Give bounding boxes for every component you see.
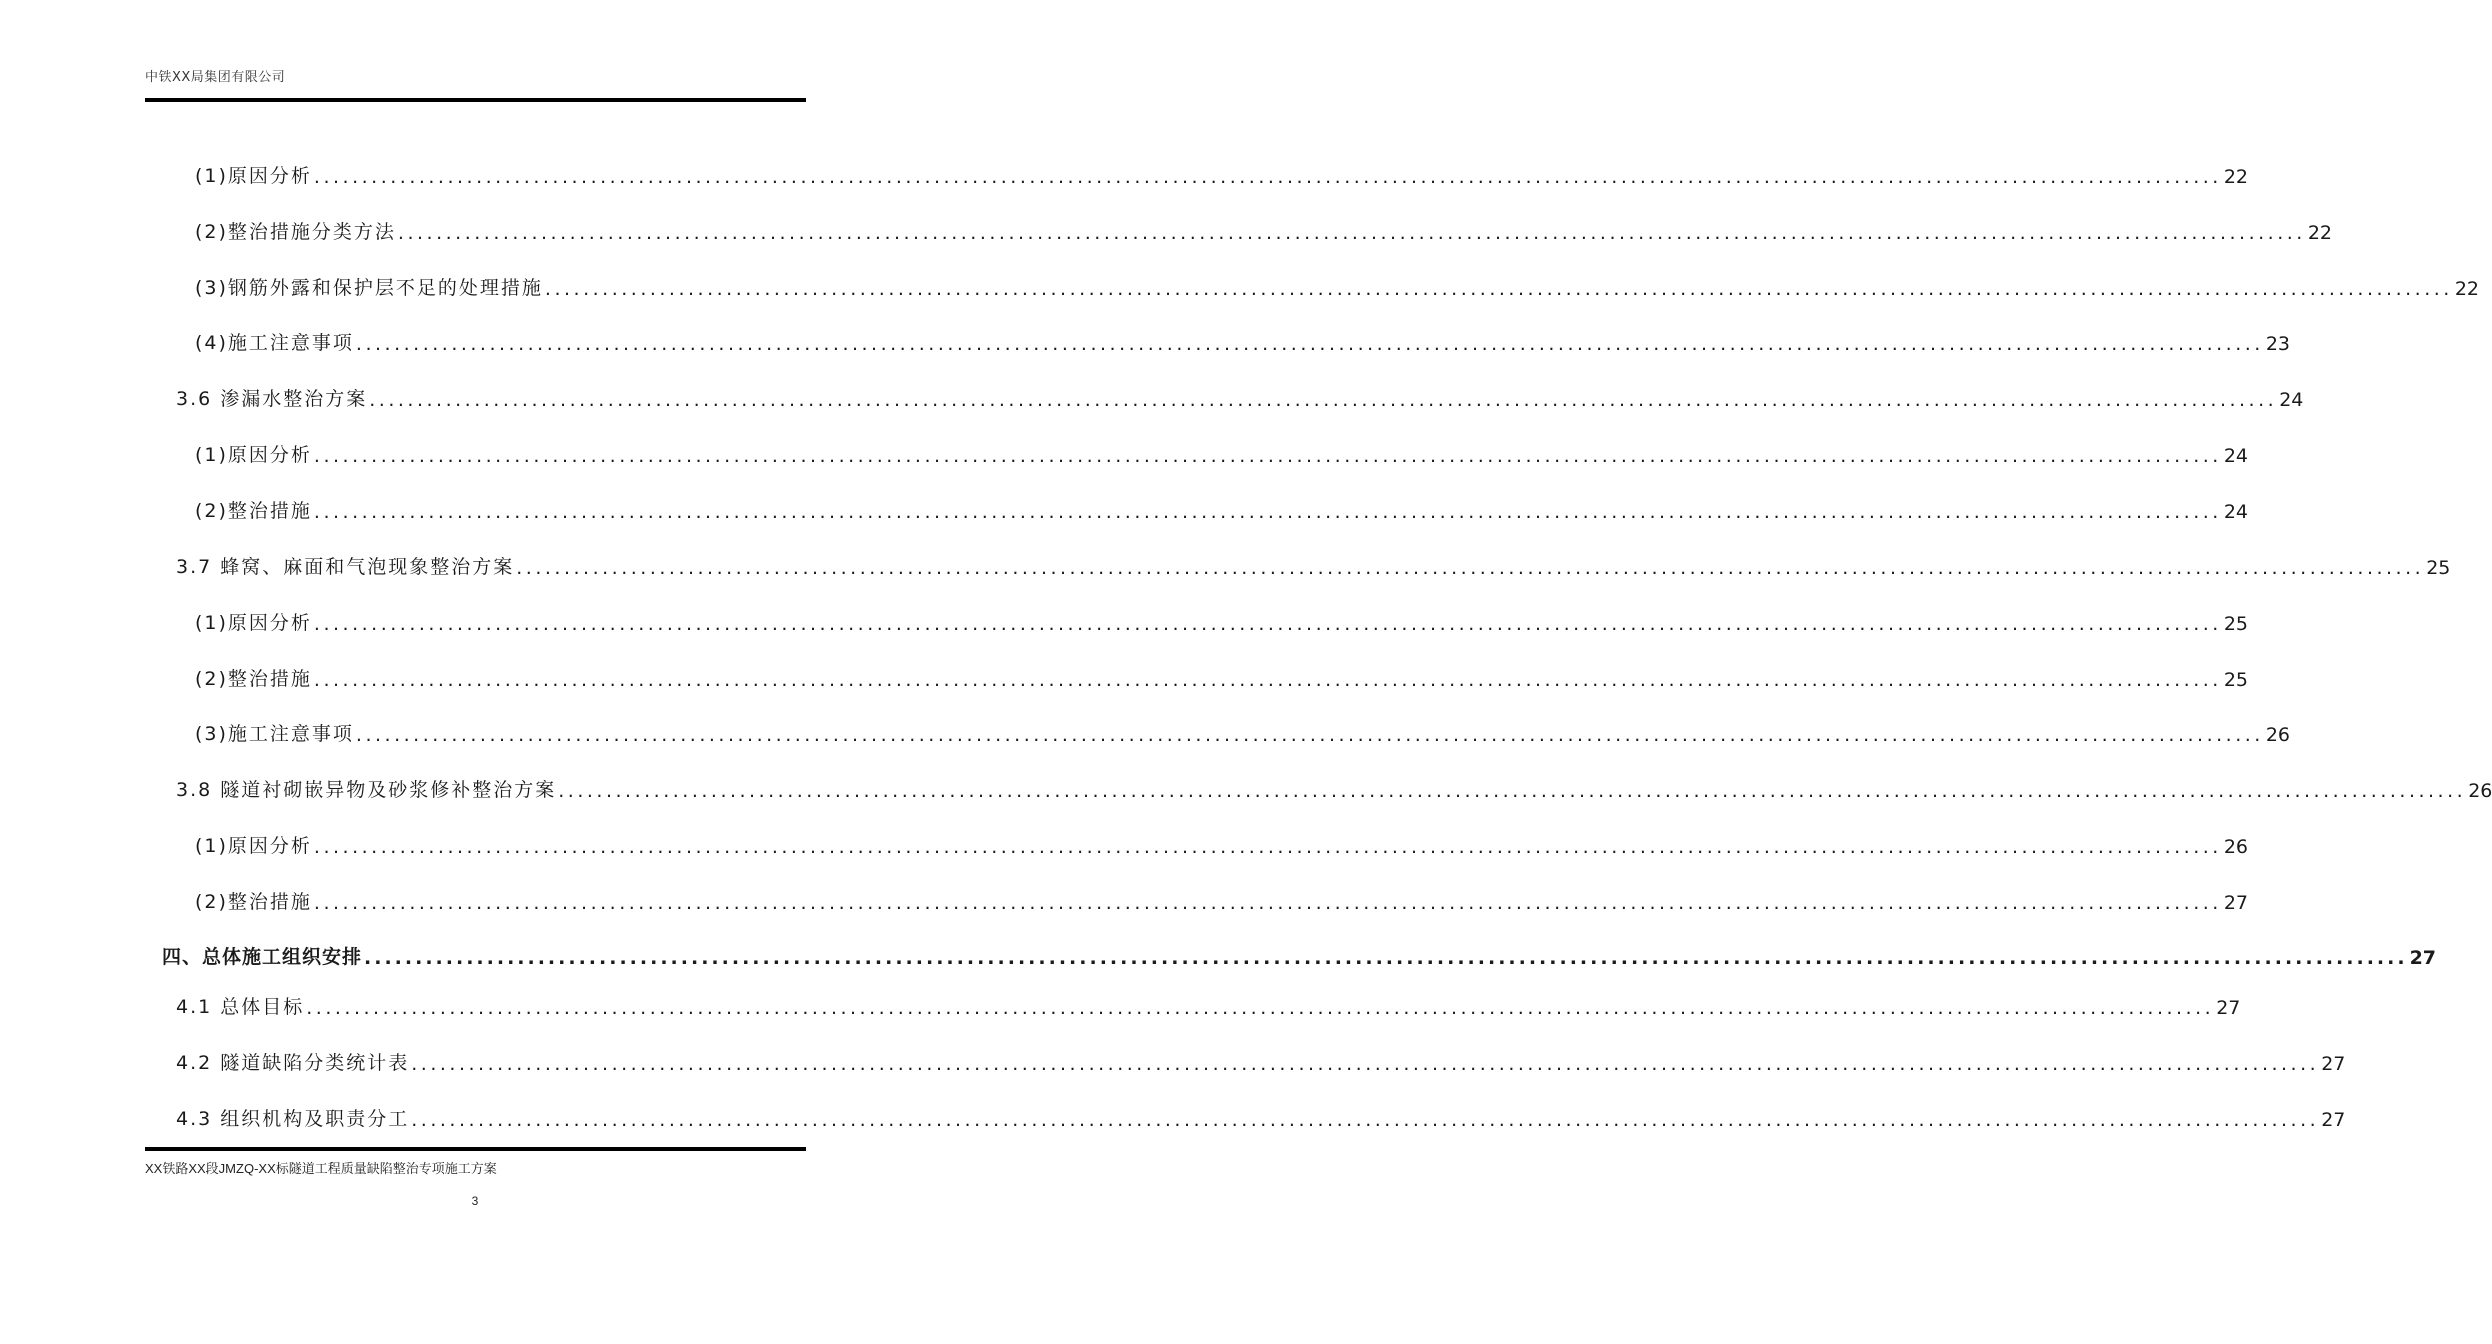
toc-entry-page: 26 (2265, 724, 2291, 746)
toc-entry-page: 24 (2223, 501, 2249, 523)
toc-entry-page: 25 (2223, 613, 2249, 635)
toc-entry-page: 22 (2454, 278, 2480, 300)
toc-entry-page: 27 (2321, 1053, 2346, 1075)
toc-entry[interactable] (195, 603, 2249, 635)
toc-entry-label: (3)施工注意事项 (195, 723, 354, 745)
toc-entry-label: (1)原因分析 (195, 444, 312, 466)
toc-entry[interactable] (195, 156, 2249, 188)
toc-entry-page: 27 (2223, 892, 2249, 914)
toc-entry[interactable] (176, 1099, 2346, 1131)
footer-rule (145, 1147, 806, 1151)
toc-entry-page: 22 (2223, 166, 2249, 188)
page-number: 3 (471, 1194, 479, 1208)
toc-entry-page: 26 (2468, 780, 2492, 802)
toc-dot-leader: ........................................................................................................................................................................................................ (355, 333, 2264, 355)
toc-entry-label: (4)施工注意事项 (195, 332, 354, 354)
toc-dot-leader: ........................................................................................................................................................................................................ (364, 947, 2408, 969)
toc-entry[interactable] (195, 212, 2333, 244)
toc-dot-leader: ........................................................................................................................................................................................................ (313, 501, 2222, 523)
toc-entry-label: 四、总体施工组织安排 (162, 946, 363, 968)
toc-entry[interactable] (176, 547, 2451, 579)
toc-entry-label: 4.2 隧道缺陷分类统计表 (176, 1052, 410, 1074)
toc-entry-page: 27 (2216, 997, 2241, 1019)
toc-dot-leader: ........................................................................................................................................................................................................ (516, 557, 2425, 579)
header-company: 中铁XX局集团有限公司 (145, 70, 286, 85)
toc-entry-label: (1)原因分析 (195, 165, 312, 187)
toc-entry-label: (3)钢筋外露和保护层不足的处理措施 (195, 277, 543, 299)
toc-entry[interactable] (162, 937, 2437, 969)
toc-entry-page: 24 (2223, 445, 2249, 467)
toc-dot-leader: ........................................................................................................................................................................................................ (544, 278, 2453, 300)
toc-entry-label: 3.7 蜂窝、麻面和气泡现象整治方案 (176, 556, 515, 578)
footer-title: XX铁路XX段JMZQ-XX标隧道工程质量缺陷整治专项施工方案 (145, 1161, 497, 1176)
toc-dot-leader: ........................................................................................................................................................................................................ (355, 724, 2264, 746)
toc-entry-label: (2)整治措施分类方法 (195, 221, 396, 243)
toc-entry-label: (2)整治措施 (195, 500, 312, 522)
toc-entry-label: 4.3 组织机构及职责分工 (176, 1108, 410, 1130)
toc-dot-leader: ........................................................................................................................................................................................................ (313, 445, 2222, 467)
toc-entry[interactable] (195, 268, 2480, 300)
toc-dot-leader: ........................................................................................................................................................................................................ (306, 997, 2215, 1019)
toc-entry-label: (1)原因分析 (195, 612, 312, 634)
toc-entry-page: 26 (2223, 836, 2249, 858)
toc-entry-page: 22 (2307, 222, 2333, 244)
toc-entry-label: (2)整治措施 (195, 891, 312, 913)
toc-dot-leader: ........................................................................................................................................................................................................ (369, 389, 2278, 411)
toc-dot-leader: ........................................................................................................................................................................................................ (313, 836, 2222, 858)
toc-entry[interactable] (176, 1043, 2346, 1075)
toc-entry-page: 23 (2265, 333, 2291, 355)
toc-entry[interactable] (195, 323, 2291, 355)
toc-entry-page: 25 (2223, 669, 2249, 691)
toc-dot-leader: ........................................................................................................................................................................................................ (558, 780, 2467, 802)
toc-entry[interactable] (195, 659, 2249, 691)
toc-entry[interactable] (195, 826, 2249, 858)
toc-entry-label: 3.6 渗漏水整治方案 (176, 388, 368, 410)
toc-entry[interactable] (195, 491, 2249, 523)
toc-entry[interactable] (195, 435, 2249, 467)
toc-entry-label: (2)整治措施 (195, 668, 312, 690)
toc-entry-label: 4.1 总体目标 (176, 996, 305, 1018)
toc-entry[interactable] (176, 770, 2492, 802)
toc-dot-leader: ........................................................................................................................................................................................................ (397, 222, 2306, 244)
toc-dot-leader: ........................................................................................................................................................................................................ (313, 166, 2222, 188)
toc-dot-leader: ........................................................................................................................................................................................................ (313, 892, 2222, 914)
toc-entry[interactable] (176, 987, 2241, 1019)
toc-dot-leader: ........................................................................................................................................................................................................ (313, 613, 2222, 635)
toc-entry-page: 24 (2279, 389, 2304, 411)
toc-dot-leader: ........................................................................................................................................................................................................ (411, 1053, 2320, 1075)
toc-entry-label: 3.8 隧道衬砌嵌异物及砂浆修补整治方案 (176, 779, 557, 801)
toc-entry-page: 27 (2409, 947, 2437, 969)
toc-entry[interactable] (176, 379, 2304, 411)
toc-entry[interactable] (195, 882, 2249, 914)
toc-entry-label: (1)原因分析 (195, 835, 312, 857)
toc-entry-page: 25 (2426, 557, 2451, 579)
toc-dot-leader: ........................................................................................................................................................................................................ (313, 669, 2222, 691)
toc-dot-leader: ........................................................................................................................................................................................................ (411, 1109, 2320, 1131)
toc-entry[interactable] (195, 714, 2291, 746)
toc-entry-page: 27 (2321, 1109, 2346, 1131)
